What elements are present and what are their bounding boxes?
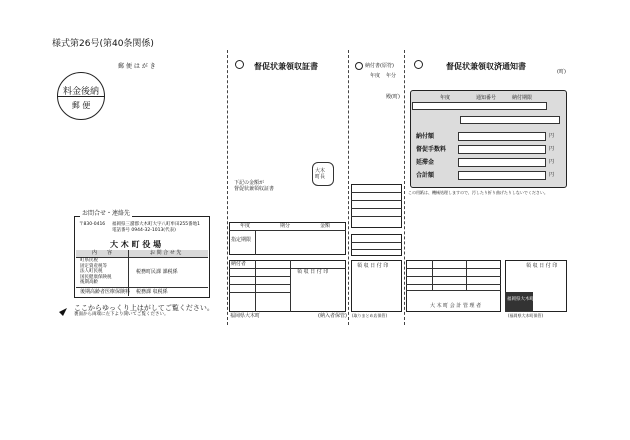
receipt-field-label: 金額 <box>320 223 331 229</box>
contact-phone: 電話番号 0944-32-1013(代表) <box>112 228 176 233</box>
perforation-line <box>348 50 349 325</box>
peel-text1: ここからゆっくり上はがしてご覧ください。 <box>74 304 214 312</box>
contact-address: 福岡県三潴郡大木町大字八町牟田255番地1 <box>112 222 200 227</box>
receipt-due-label: 指定期限 <box>231 237 252 243</box>
town-emblem-icon <box>355 62 363 70</box>
contact-row1-item: 固定資産税等 <box>80 263 107 269</box>
notice-header-label: 年度 <box>440 95 451 101</box>
notice-yen-label: 円 <box>549 159 555 165</box>
receipt-field-label: 年度 <box>240 223 251 229</box>
counterfoil-upper-box <box>351 184 402 228</box>
receipt-payer: 納付者 <box>231 261 247 267</box>
contact-office: 大 木 町 役 場 <box>110 240 162 249</box>
counterfoil-period: 年分 <box>386 73 397 79</box>
town-emblem-icon <box>235 60 244 69</box>
receipt-field-label: 期分 <box>280 223 291 229</box>
receipt-title: 督促状兼領収証書 <box>254 62 318 71</box>
contact-row1-item: 国民健康保険税 <box>80 274 112 280</box>
notice-amount-field[interactable] <box>458 132 546 141</box>
postage-line1: 料金後納 <box>62 87 99 97</box>
contact-postal: 〒830-0416 <box>79 222 106 227</box>
notice-row-label: 督促手数料 <box>416 146 447 153</box>
notice-yen-label: 円 <box>549 172 555 178</box>
postage-line2: 郵 便 <box>71 101 91 110</box>
notice-row-label: 納付額 <box>416 133 435 140</box>
seal-text: 大木 町長 <box>315 168 326 180</box>
contact-row1-item: 後期高齢 <box>80 280 98 285</box>
contact-col-content: 内 容 <box>92 250 113 256</box>
counterfoil-stamp: 領 収 日 付 印 <box>357 263 389 269</box>
contact-col-dest: お 問 合 せ 先 <box>150 250 182 256</box>
notice-amount-field[interactable] <box>458 145 546 154</box>
arrow-pointer-icon <box>56 304 68 323</box>
contact-row1-dest: 税務町民課 課税係 <box>136 269 178 275</box>
notice-row-label: 延滞金 <box>416 159 435 166</box>
contact-row1-item: 法人町民税 <box>80 269 103 274</box>
notice-stamp: 領 収 日 付 印 <box>526 263 558 269</box>
receipt-note2: 督促状兼領収証書 <box>234 186 275 192</box>
contact-title: お問合せ・連絡先 <box>82 210 131 217</box>
notice-yen-label: 円 <box>549 146 555 152</box>
receipt-stamp-label: 領 収 日 付 印 <box>297 269 329 275</box>
contact-row1-item: 町県民税 <box>80 258 98 263</box>
notice-footer: (福岡県大木町保管) <box>508 313 544 318</box>
notice-header-label: 通知番号 <box>476 95 497 101</box>
notice-sub: (町) <box>557 69 566 75</box>
form-number: 様式第26号(第40条関係) <box>52 39 154 49</box>
receipt-footer: 福岡県大木町 <box>230 313 261 319</box>
notice-footer-note: この用紙は、機械処理しますので、汚したり折り曲げたりしないでください。 <box>408 190 548 195</box>
contact-row2-item: 後期高齢者医療保険料 <box>80 289 131 295</box>
counterfoil-year: 年度 <box>370 73 381 79</box>
postcard-header: 郵 便 は が き <box>118 63 156 70</box>
receipt-footer2: (納入者保管) <box>318 313 347 319</box>
town-emblem-icon <box>414 60 423 69</box>
notice-yen-label: 円 <box>549 133 555 139</box>
notice-store: 大 木 町 会 計 管 理 者 <box>430 303 482 309</box>
notice-addressee: 殿(町) <box>386 94 400 100</box>
counterfoil-footer: (取りまとめ店保管) <box>352 313 388 318</box>
notice-amount-field[interactable] <box>458 171 546 180</box>
contact-row2-dest: 税務課 収税係 <box>136 289 168 295</box>
notice-issuer: 福岡県大木町 <box>507 297 534 302</box>
perforation-line <box>404 50 405 325</box>
perforation-line <box>227 50 228 325</box>
counterfoil-title: 納付書(原符) <box>365 63 394 69</box>
peel-text2: 裏面から両端に左下より開いてご覧ください。 <box>74 312 169 317</box>
notice-amount-field[interactable] <box>458 158 546 167</box>
receipt-note1: 下記の金額が <box>234 180 265 186</box>
notice-title: 督促状兼領収済通知書 <box>446 62 526 71</box>
notice-header-label: 納付期限 <box>512 95 533 101</box>
counterfoil-mid-box <box>351 234 402 256</box>
notice-row-label: 合計額 <box>416 172 435 179</box>
